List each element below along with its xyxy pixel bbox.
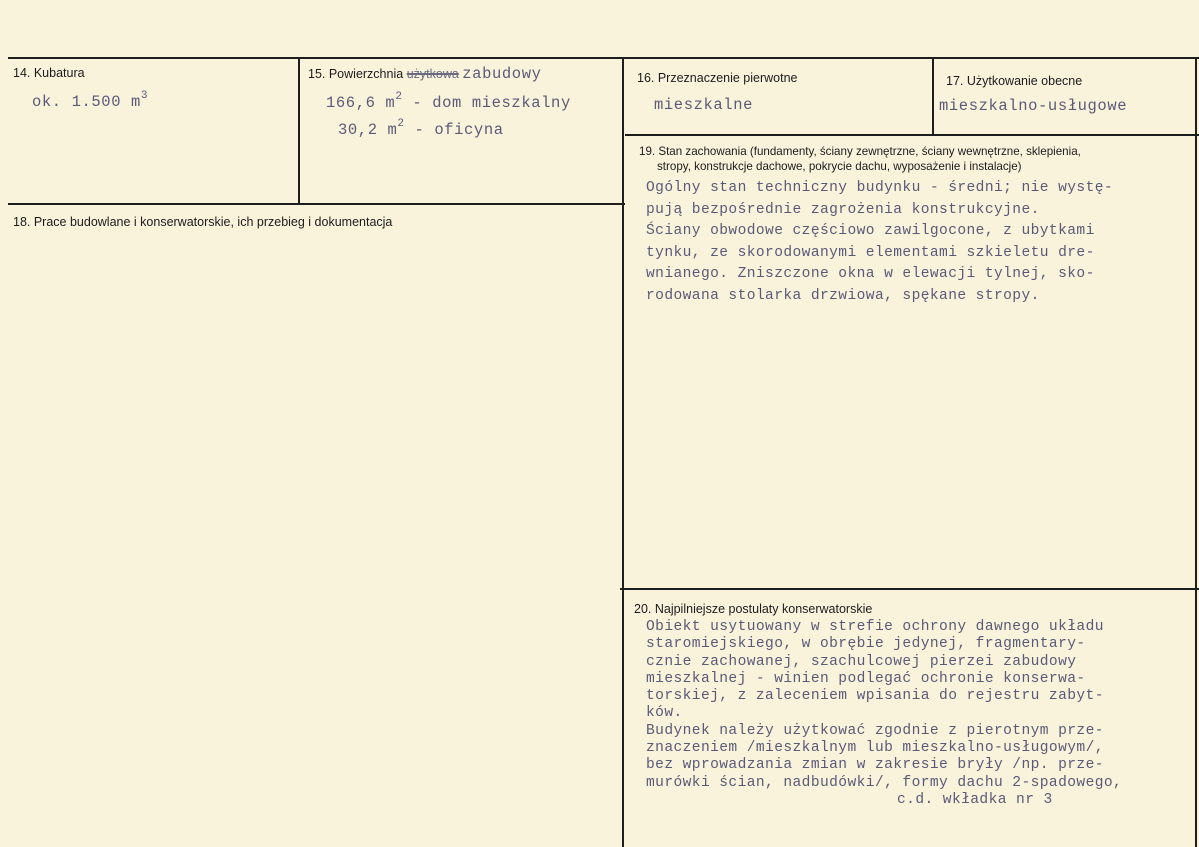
field-17-value: mieszkalno-usługowe <box>939 97 1128 115</box>
continuation-note: c.d. wkładka nr 3 <box>897 792 1053 808</box>
field-20-text <box>646 619 1122 792</box>
rule-row3 <box>620 588 1199 590</box>
typed-correction: zabudowy <box>462 65 542 83</box>
rule-v-14-15 <box>298 57 300 204</box>
field-16-label: 16. Przeznaczenie pierwotne <box>637 71 798 85</box>
text-line: wnianego. Zniszczone okna w elewacji tylnej, sko- <box>646 266 1095 282</box>
text-line: Ogólny stan techniczny budynku - średni; nie wystę- <box>646 180 1114 196</box>
rule-row1-left <box>8 203 625 205</box>
text-line: Budynek należy użytkować zgodnie z pierotnym prze- <box>646 722 1104 739</box>
text-line: cznie zachowanej, szachulcowej pierzei zabudowy <box>646 653 1077 670</box>
rule-row1-right <box>625 134 1199 136</box>
rule-v-right <box>1195 57 1197 847</box>
text-line: bez wprowadzania zmian w zakresie bryły /np. prze- <box>646 757 1104 774</box>
field-15-line-1: 166,6 $m^2$ - dom mieszkalny <box>326 91 571 113</box>
text-line: pują bezpośrednie zagrożenia konstrukcyjne. <box>646 201 1040 218</box>
field-20-label: 20. Najpilniejsze postulaty konserwatorskie <box>634 602 873 616</box>
field-15-label: 15. Powierzchnia użytkowa zabudowy <box>308 65 542 83</box>
struck-word: użytkowa <box>406 67 459 81</box>
text-line: torskiej, z zaleceniem wpisania do rejestru zabyt- <box>646 688 1104 705</box>
field-17-label: 17. Użytkowanie obecne <box>946 74 1083 88</box>
field-15-line-2: 30,2 $m^2$ - oficyna <box>338 118 504 140</box>
field-19-label-line-2: stropy, konstrukcje dachowe, pokrycie dachu, wyposażenie i instalacje) <box>657 160 1022 173</box>
field-19-label-line-1: 19. Stan zachowania (fundamenty, ściany zewnętrzne, ściany wewnętrzne, sklepienia, <box>639 145 1081 158</box>
text-line: tynku, ze skorodowanymi elementami szkieletu dre- <box>646 244 1095 261</box>
rule-top <box>8 57 1199 59</box>
field-16-value: mieszkalne <box>654 96 754 114</box>
text-line: murówki ścian, nadbudówki/, formy dachu 2-spadowego, <box>646 774 1123 791</box>
text-line: Obiekt usytuowany w strefie ochrony dawnego układu <box>646 619 1104 635</box>
field-18-label: 18. Prace budowlane i konserwatorskie, ich przebieg i dokumentacja <box>13 215 393 229</box>
rule-v-16-17 <box>932 57 934 135</box>
text-line: rodowana stolarka drzwiowa, spękane stropy. <box>646 287 1040 304</box>
field-19-text <box>646 178 1113 307</box>
field-14-value: ok. 1.500 $m^3$ <box>32 90 149 112</box>
text-line: staromiejskiego, w obrębie jedynej, fragmentary- <box>646 636 1086 653</box>
text-line: ków. <box>646 705 683 722</box>
text-line: Ściany obwodowe częściowo zawilgocone, z ubytkami <box>646 223 1095 239</box>
field-14-label: 14. Kubatura <box>13 66 85 80</box>
rule-v-15-16 <box>622 57 624 847</box>
text-line: mieszkalnej - winien podlegać ochronie konserwa- <box>646 670 1086 687</box>
text-line: znaczeniem /mieszkalnym lub mieszkalno-usługowym/, <box>646 740 1104 757</box>
